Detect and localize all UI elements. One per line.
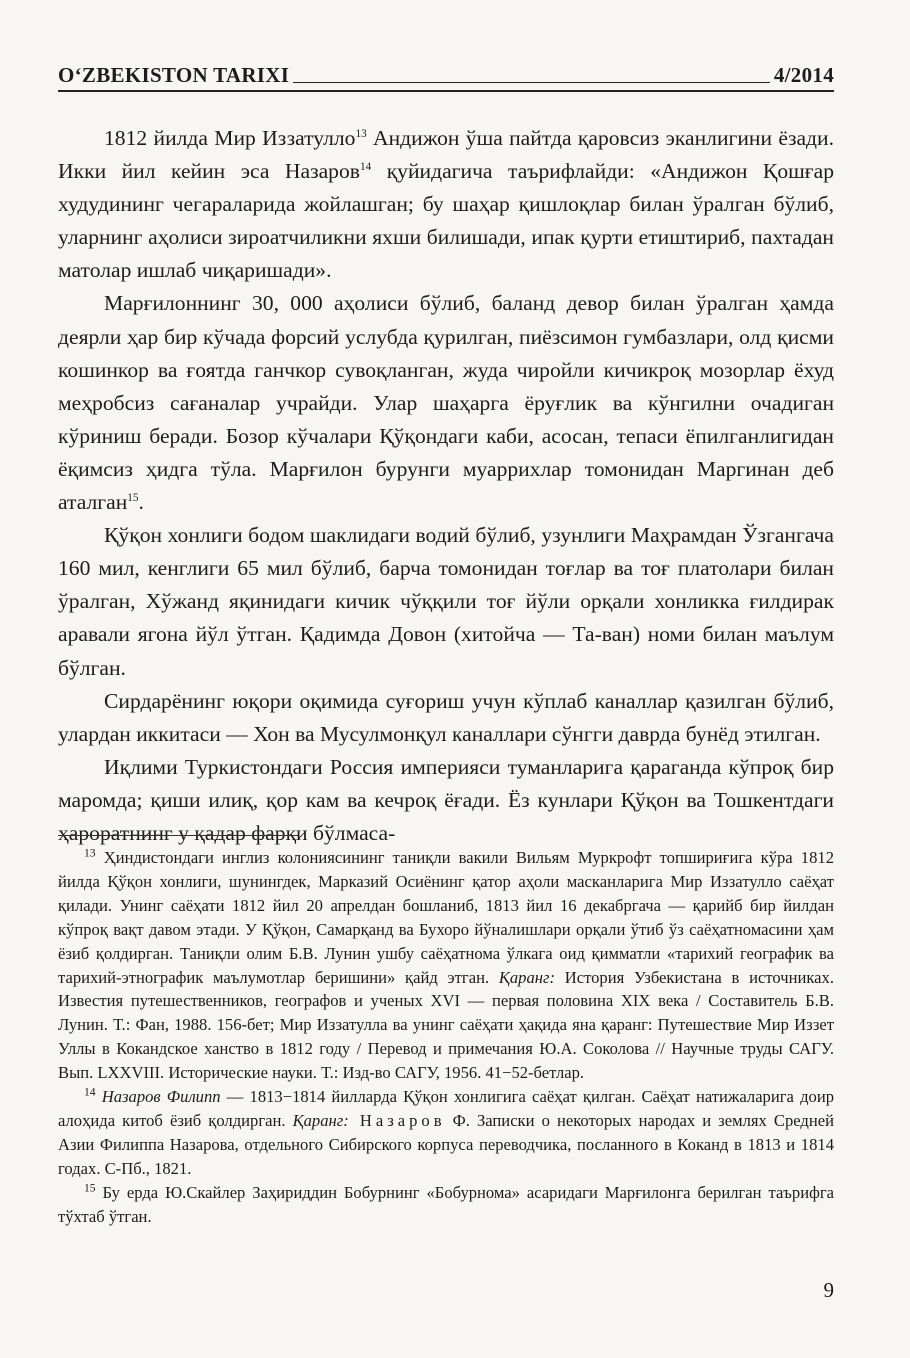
footnotes (58, 846, 834, 1229)
paragraph-1-text-a: 1812 йилда Мир Иззатулло (104, 126, 356, 150)
footnote-15-text: Бу ерда Ю.Скайлер Заҳириддин Бобурнинг «Бобурнома» асаридаги Марғилонга берилган таърифга тўхтаб ўтган. (58, 1182, 834, 1226)
paragraph-1 (58, 122, 834, 287)
footnote-13-rest: История Узбекистана в источниках. Известия путешественников, географов и ученых XVI — первая половина XIX века / Составитель Б.В. Лунин. Т.: Фан, 1988. 156-бет; Мир Иззатулла ва унинг саёҳати ҳақида яна қаранг: Путешествие Мир Иззет Уллы в Кокандское ханство в 1812 году / Перевод и примечания Ю.А. Соколова // Научные труды САГУ. Вып. LXXVIII. Исторические науки. Т.: Изд-во САГУ, 1956. 41−52-бетлар. (58, 967, 834, 1083)
footnote-15 (58, 1181, 834, 1229)
paragraph-1-text-b: Андижон ўша пайтда қаровсиз эканлигини ёзади. Икки йил кейин эса Назаров (58, 126, 835, 184)
running-header (58, 58, 834, 88)
issue-number: 4/2014 (773, 63, 834, 87)
footnote-ref-13[interactable]: 13 (355, 127, 367, 140)
footnote-ref-15[interactable]: 15 (127, 491, 139, 504)
paragraph-2-text-b: . (138, 490, 144, 515)
footnote-14-rest: Ф. Записки о некоторых народах и землях Средней Азии Филиппа Назарова, отдельного Сибирского корпуса переводчика, посланного в Коканд в 1813 и 1814 годах. С-Пб., 1821. (58, 1110, 834, 1178)
page-number: 9 (823, 1278, 834, 1302)
journal-title: O‘ZBEKISTON TARIXI (58, 63, 290, 87)
footnote-14-author: Назаров (348, 1110, 446, 1130)
paragraph-2 (58, 287, 834, 519)
footnote-14-name: Назаров Филипп (95, 1087, 221, 1107)
footnote-number: 15 (84, 1181, 96, 1195)
footnote-number: 13 (84, 846, 96, 860)
main-text (58, 122, 834, 850)
footnote-13-text: Ҳиндистондаги инглиз колониясининг таниқли вакили Вильям Муркрофт топшириғига кўра 1812 йилда Қўқон хонлиги, шунингдек, Марказий Осиёнинг қатор аҳоли масканларига Мир Иззатулло саёҳат қилади. Унинг саёҳати 1812 йил 20 апрелдан бошланиб, 1813 йил 16 декабргача — қарийб бир йилдан кўпроқ вақт давом этади. У Қўқон, Самарқанд ва Бухоро йўналишлари орқали ўтиб ўз саёҳатномасини ҳам ёзиб қолдирган. Таниқли олим Б.В. Лунин ушбу саёҳатнома ўлкага оид қимматли «тарихий географик ва тарихий-этнографик маълумотлар беришини» қайд этган. (58, 848, 834, 987)
footnote-ref-14[interactable]: 14 (359, 160, 372, 173)
paragraph-4: Сирдарёнинг юқори оқимида суғориш учун кўплаб каналлар қазилган бўлиб, улардан иккитаси — Хон ва Мусулмонқул каналлари сўнгги даврда бунёд этилган. (58, 688, 834, 746)
header-rule (58, 90, 834, 92)
footnote-separator (58, 835, 298, 836)
header-fill-rule (293, 82, 770, 83)
footnote-14-text: — 1813−1814 йилларда Қўқон хонлигига саёҳат қилган. Саёҳат натижаларига доир алоҳида китоб ёзиб қолдирган. (58, 1087, 834, 1130)
footnote-13 (58, 846, 834, 1085)
footnote-number: 14 (84, 1085, 96, 1099)
footnote-13-see: Қаранг: (498, 967, 556, 987)
paragraph-5: Иқлими Туркистондаги Россия империяси туманларига қараганда кўпроқ бир маромда; қиши илиқ, қор кам ва кечроқ ёғади. Ёз кунлари Қўқон ва Тошкентдаги ҳароратнинг у қадар фарқи бўлмаса- (58, 754, 834, 845)
paragraph-3: Қўқон хонлиги бодом шаклидаги водий бўлиб, узунлиги Маҳрамдан Ўзгангача 160 мил, кенглиги 65 мил бўлиб, барча томонидан тоғлар ва тоғ платолари билан ўралган, Хўжанд яқинидаги кичик чўққили тоғ йўли орқали хонликка ғилдирак аравали ягона йўл ўтган. Қадимда Довон (хитойча — Та-ван) номи билан маълум бўлган. (58, 523, 834, 680)
footnote-14 (58, 1085, 834, 1181)
footnote-14-see: Қаранг: (292, 1110, 349, 1130)
paragraph-2-text-a: Марғилоннинг 30, 000 аҳолиси бўлиб, баланд девор билан ўралган ҳамда деярли ҳар бир кўчада форсий услубда қурилган, пиёзсимон гумбазлари, олд қисми кошинкор ва ғоятда ганчкор сувоқланган, жуда чиройли кичикроқ мозорлар ёхуд меҳробсиз сағаналар учрайди. Улар шаҳарга ёруғлик ва кўнгилни очадиган кўриниш беради. Бозор кўчалари Қўқондаги каби, асосан, тепаси ёпилганлигидан ёқимсиз ҳидга тўла. Марғилон бурунги муаррихлар томонидан Маргинан деб аталган (58, 291, 834, 515)
paragraph-1-text-c: қуйидагича таърифлайди: «Андижон Қошғар худудининг чегараларида жойлашган; бу шаҳар қишлоқлар билан ўралган бўлиб, уларнинг аҳолиси зироатчиликни яхши билишади, ипак қурти етиштириб, пахтадан матолар ишлаб чиқаришади». (58, 159, 834, 283)
